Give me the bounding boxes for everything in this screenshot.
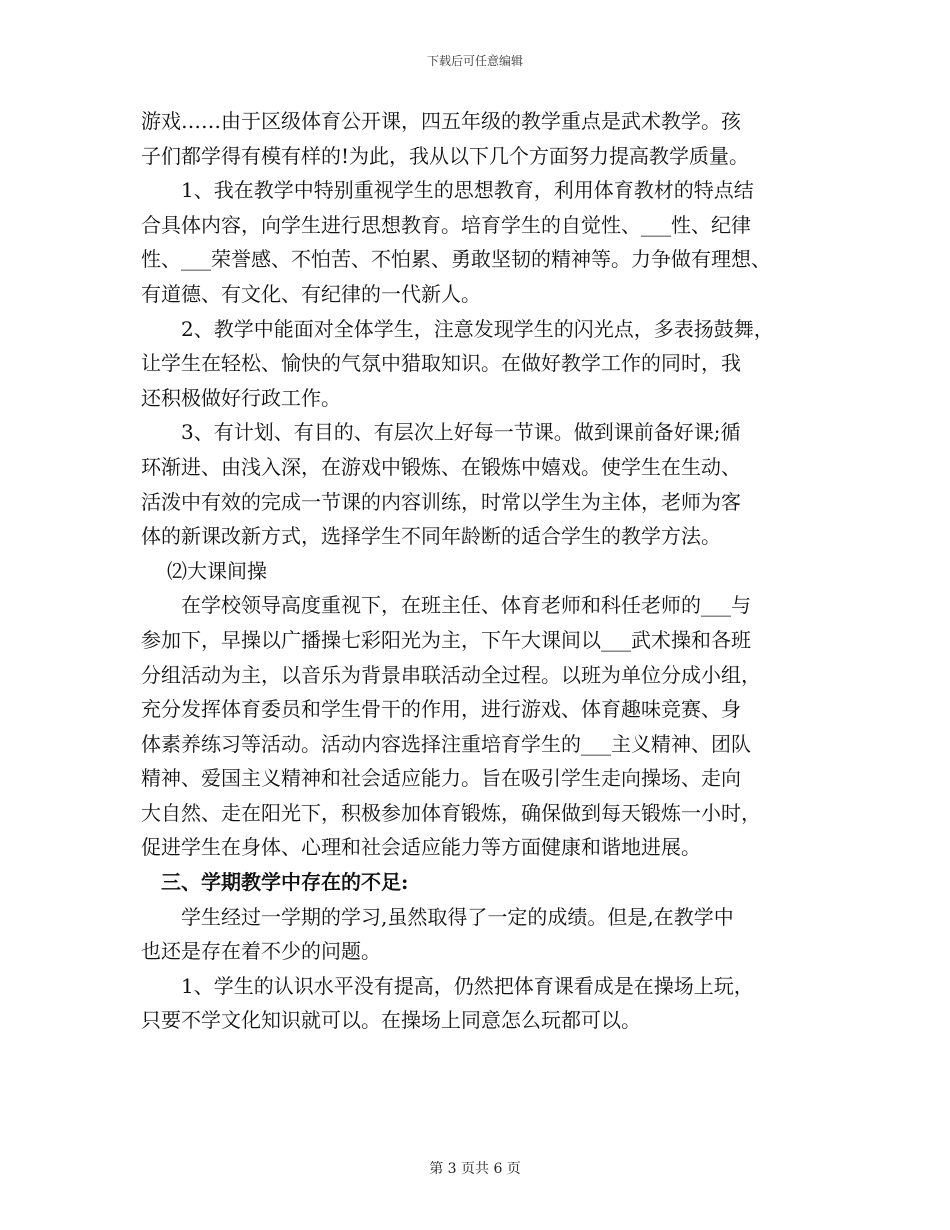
paragraph-line: 分组活动为主，以音乐为背景串联活动全过程。以班为单位分成小组，	[141, 662, 761, 687]
paragraph-line: 体素养练习等活动。活动内容选择注重培育学生的___主义精神、团队	[141, 731, 751, 756]
page-footer: 第 3 页共 6 页	[429, 1161, 521, 1177]
section-heading: 三、学期教学中存在的不足:	[161, 870, 409, 895]
paragraph-line: 环渐进、由浅入深，在游戏中锻炼、在锻炼中嬉戏。使学生在生动、	[141, 454, 741, 479]
paragraph-line: 2、教学中能面对全体学生，注意发现学生的闪光点，多表扬鼓舞，	[181, 316, 774, 341]
paragraph-line: 促进学生在身体、心理和社会适应能力等方面健康和谐地进展。	[141, 835, 701, 860]
paragraph-line: 让学生在轻松、愉快的气氛中猎取知识。在做好教学工作的同时，我	[141, 351, 741, 376]
page-header: 下载后可任意编辑	[426, 54, 523, 68]
paragraph-line: 大自然、走在阳光下，积极参加体育锻炼，确保做到每天锻炼一小时，	[141, 800, 761, 825]
paragraph-line: 1、学生的认识水平没有提高，仍然把体育课看成是在操场上玩，	[181, 973, 754, 998]
paragraph-line: 在学校领导高度重视下，在班主任、体育老师和科任老师的___与	[181, 593, 751, 618]
subsection-title: ⑵大课间操	[167, 558, 267, 583]
paragraph-line: 只要不学文化知识就可以。在操场上同意怎么玩都可以。	[141, 1008, 641, 1033]
paragraph-line: 充分发挥体育委员和学生骨干的作用，进行游戏、体育趣味竞赛、身	[141, 697, 741, 722]
paragraph-line: 体的新课改新方式，选择学生不同年龄断的适合学生的教学方法。	[141, 524, 721, 549]
paragraph-line: 1、我在教学中特别重视学生的思想教育，利用体育教材的特点结	[181, 178, 754, 203]
paragraph-line: 精神、爱国主义精神和社会适应能力。旨在吸引学生走向操场、走向	[141, 766, 741, 791]
paragraph-line: 合具体内容，向学生进行思想教育。培育学生的自觉性、___性、纪律	[141, 212, 751, 237]
paragraph-line: 游戏……由于区级体育公开课，四五年级的教学重点是武术教学。孩	[141, 109, 741, 133]
paragraph-line: 3、有计划、有目的、有层次上好每一节课。做到课前备好课;循	[181, 420, 741, 445]
paragraph-line: 性、___荣誉感、不怕苦、不怕累、勇敢坚韧的精神等。力争做有理想、	[141, 247, 771, 272]
paragraph-line: 还积极做好行政工作。	[141, 385, 341, 410]
document-body	[141, 104, 813, 1038]
paragraph-line: 子们都学得有模有样的!为此，我从以下几个方面努力提高教学质量。	[141, 143, 750, 168]
paragraph-line: 学生经过一学期的学习,虽然取得了一定的成绩。但是,在教学中	[181, 904, 734, 929]
paragraph-line: 活泼中有效的完成一节课的内容训练，时常以学生为主体，老师为客	[141, 489, 741, 514]
paragraph-line: 也还是存在着不少的问题。	[141, 939, 381, 964]
paragraph-line: 参加下，早操以广播操七彩阳光为主，下午大课间以___武术操和各班	[141, 627, 751, 652]
paragraph-line: 有道德、有文化、有纪律的一代新人。	[141, 281, 481, 306]
